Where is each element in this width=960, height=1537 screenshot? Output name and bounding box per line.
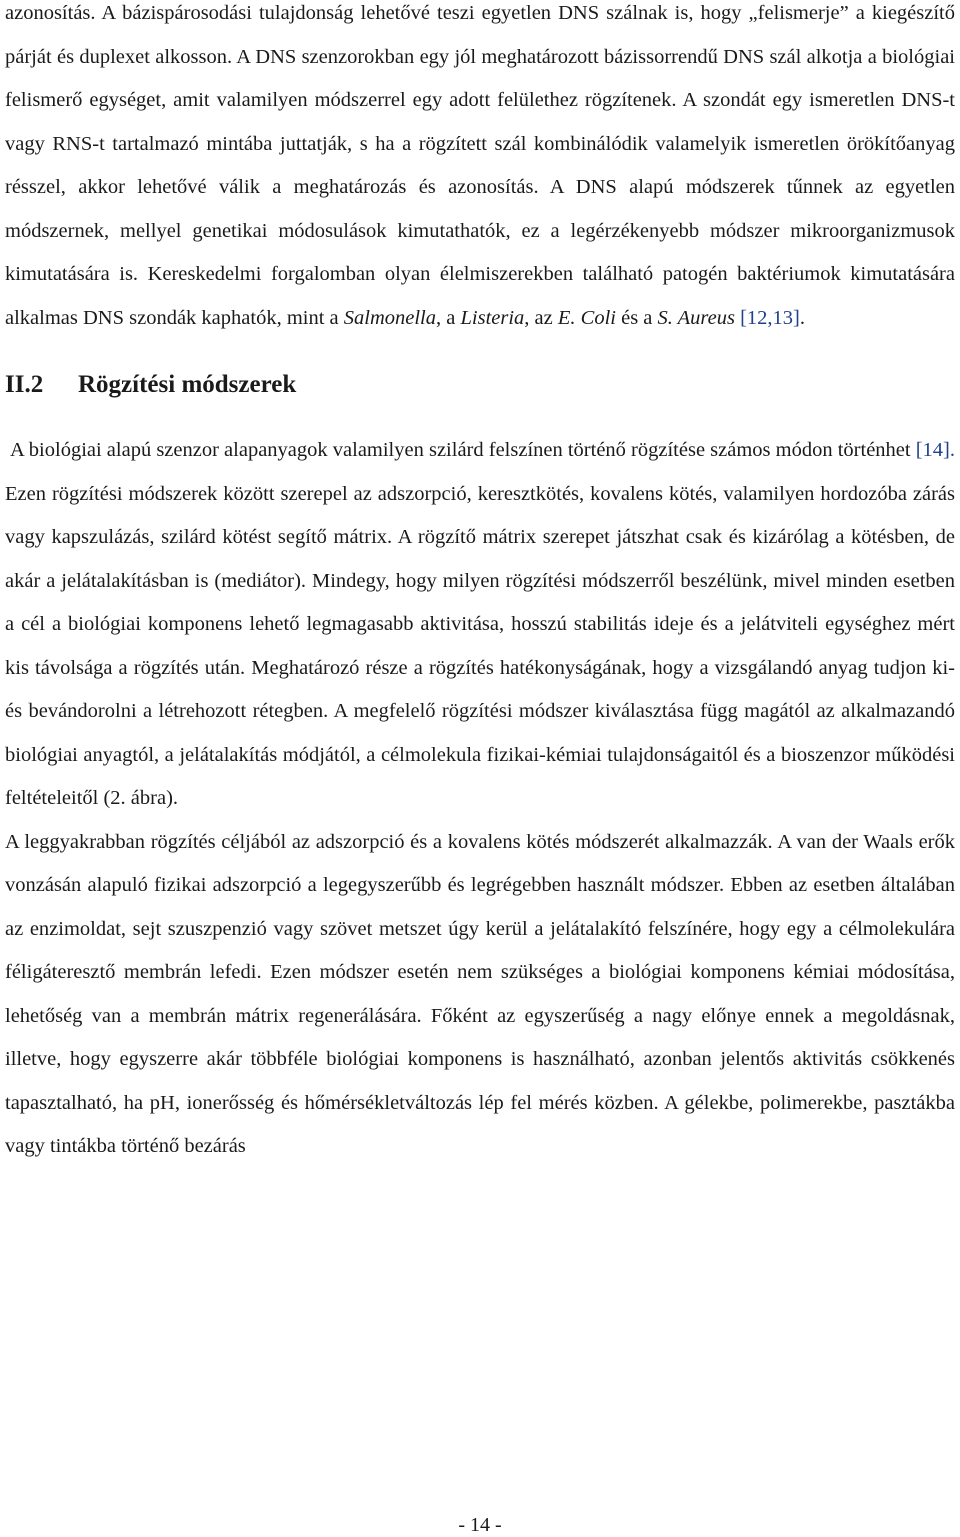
species-name: E. Coli [557,306,616,329]
paragraph-text: . [799,306,806,329]
paragraph-text: Ezen rögzítési módszerek között szerepel az adszorpció, keresztkötés, kovalens kötés, valamilyen hordozóba zárás vagy kapszulázás, szilárd kötést segítő mátrix. A rögzítő mátrix szerepet játszhat csak és kizárólag a kötésben, de akár a jelátalakításban is (mediátor). Mindegy, hogy milyen rögzítési módszerről beszélünk, mivel minden esetben a cél a biológiai komponens lehető legmagasabb aktivitása, hosszú stabilitás ideje és a jelátviteli egységhez mért kis távolsága a rögzítés után. Meghatározó része a rögzítés hatékonyságának, hogy a vizsgálandó anyag tudjon ki- és bevándorolni a létrehozott rétegben. A megfelelő rögzítési módszer kiválasztása függ magától az alkalmazandó biológiai anyagtól, a jelátalakítás módjától, a célmolekula fizikai-kémiai tulajdonságaitól és a bioszenzor működési feltételeitől (2. ábra). [5,482,955,809]
section-title: Rögzítési módszerek [78,371,297,398]
paragraph-text: A biológiai alapú szenzor alapanyagok valamilyen szilárd felszínen történő rögzítése számos módon történhet [10,439,916,461]
citation-link[interactable]: [14]. [915,439,955,461]
section-number: II.2 [5,371,44,398]
paragraph-text: , az [524,306,558,329]
document-page [5,0,955,1169]
paragraph-text: , a [436,306,461,329]
paragraph-text: és a [615,306,658,329]
page-number: - 14 - [458,1514,502,1536]
species-name: S. Aureus [657,306,735,329]
body-paragraph: A leggyakrabban rögzítés céljából az adszorpció és a kovalens kötés módszerét alkalmazzák. A van der Waals erők vonzásán alapuló fizikai adszorpció a legegyszerűbb és legrégebben használt módszer. Ebben az esetben általában az enzimoldat, sejt szuszpenzió vagy szövet metszet úgy kerül a jelátalakító felszínére, hogy egy a célmolekulára féligáteresztő membrán lefedi. Ezen módszer esetén nem szükséges a biológiai komponens kémiai módosítása, lehetőség van a membrán mátrix regenerálására. Főként az egyszerűség a nagy előnye ennek a megoldásnak, illetve, hogy egyszerre akár többféle biológiai komponens is használható, azonban jelentős aktivitás csökkenés tapasztalható, ha pH, ionerősség és hőmérsékletváltozás lép fel mérés közben. A gélekbe, polimerekbe, pasztákba vagy tintákba történő bezárás [5,830,955,1157]
species-name: Salmonella [343,306,437,329]
paragraph-text: azonosítás. A bázispárosodási tulajdonság lehetővé teszi egyetlen DNS szálnak is, hogy „felismerje” a kiegészítő párját és duplexet alkosson. A DNS szenzorokban egy jól meghatározott bázissorrendű DNS szál alkotja a biológiai felismerő egységet, amit valamilyen módszerrel egy adott felülethez rögzítenek. A szondát egy ismeretlen DNS-t vagy RNS-t tartalmazó mintába juttatják, s ha a rögzített szál kombinálódik valamelyik ismeretlen örökítőanyag résszel, akkor lehetővé válik a meghatározás és azonosítás. A DNS alapú módszerek tűnnek az egyetlen módszernek, mellyel genetikai módosulások kimutathatók, ez a legérzékenyebb módszer mikroorganizmusok kimutatására is. Kereskedelmi forgalomban olyan élelmiszerekben található patogén baktériumok kimutatására alkalmas DNS szondák kaphatók, mint a [5,2,955,329]
species-name: Listeria [460,306,525,329]
citation-link[interactable]: [12,13] [740,306,800,329]
body-paragraph [5,0,955,340]
body-paragraph [5,429,955,821]
section-heading [5,370,955,400]
